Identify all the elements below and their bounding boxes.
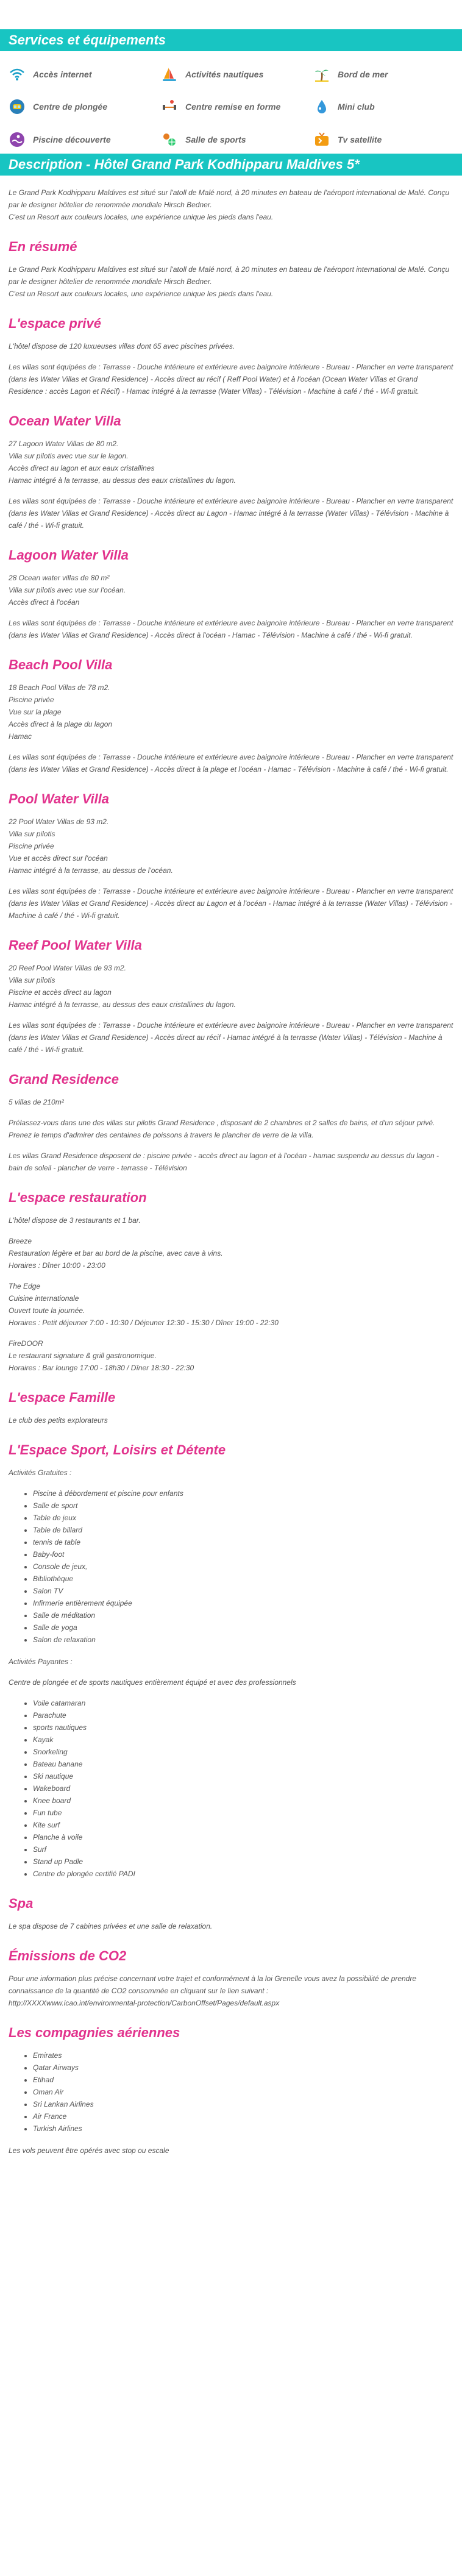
free-activity-item: • Table de billard — [33, 1524, 453, 1536]
airline-item: • Qatar Airways — [33, 2062, 453, 2074]
service-label: Centre remise en forme — [185, 102, 281, 112]
airline-item: • Emirates — [33, 2049, 453, 2062]
famille-text: Le club des petits explorateurs — [9, 1416, 108, 1425]
palm-icon — [313, 66, 330, 83]
paid-activities-label: Activités Payantes : — [9, 1657, 73, 1666]
free-activity-item: • Salle de yoga — [33, 1621, 453, 1634]
description-banner: Description - Hôtel Grand Park Kodhipparu Maldives 5* — [0, 154, 462, 176]
service-tv — [313, 127, 462, 152]
free-activity-item: • tennis de table — [33, 1536, 453, 1548]
paid-activity-item: • Parachute — [33, 1709, 453, 1721]
service-label: Salle de sports — [185, 134, 246, 144]
paid-activity-item: • Kayak — [33, 1734, 453, 1746]
services-grid — [0, 57, 462, 154]
diving-icon — [9, 98, 26, 115]
reef-text: 20 Reef Pool Water Villas de 93 m2. Villa sur pilotis Piscine et accès direct au lagon Hamac intégré à la terrasse, au dessus des eaux cristallines du lagon. — [9, 964, 236, 1009]
section-title-prive: L'espace privé — [9, 316, 101, 331]
paid-activity-item: • Voile catamaran — [33, 1697, 453, 1709]
free-activity-item: • Salon TV — [33, 1585, 453, 1597]
ocean-text: 27 Lagoon Water Villas de 80 m2. Villa sur pilotis avec vue sur le lagon. Accès direct au lagon et aux eaux cristallines Hamac intégré à la terrasse, au dessus des eaux cristallines du lagon. — [9, 439, 236, 485]
airline-item: • Etihad — [33, 2074, 453, 2086]
service-label: Mini club — [338, 102, 375, 112]
paid-activities-intro: Centre de plongée et de sports nautiques entièrement équipé et avec des professionnels — [9, 1678, 296, 1687]
service-fitness — [161, 94, 313, 119]
airline-item: • Sri Lankan Airlines — [33, 2098, 453, 2110]
free-activities-list — [9, 1487, 453, 1646]
service-label: Bord de mer — [338, 69, 388, 79]
section-title-spa: Spa — [9, 1896, 34, 1911]
free-activity-item: • Salle de sport — [33, 1500, 453, 1512]
prive-text: L'hôtel dispose de 120 luxueuses villas dont 65 avec piscines privées. — [9, 342, 235, 350]
free-activity-item: • Salon de relaxation — [33, 1634, 453, 1646]
section-title-reef: Reef Pool Water Villa — [9, 938, 142, 953]
airlines-note: Les vols peuvent être opérés avec stop ou escale — [9, 2146, 169, 2155]
restaurant-the-edge: The Edge Cuisine internationale Ouvert toute la journée. Horaires : Petit déjeuner 7:00 - 10:30 / Déjeuner 12:30 - 15:30 / Dîner 19:00 - 22:30 — [9, 1282, 279, 1327]
airline-item: • Air France — [33, 2110, 453, 2122]
section-title-resume: En résumé — [9, 239, 77, 254]
mini-club-icon — [313, 98, 330, 115]
free-activities-label: Activités Gratuites : — [9, 1468, 72, 1477]
section-title-sport: L'Espace Sport, Loisirs et Détente — [9, 1442, 226, 1457]
pool-equipments: Les villas sont équipées de : Terrasse - Douche intérieure et extérieure avec baignoire intérieure - Bureau - Plancher en verre transparent (dans les Water Villas et Grand Residence) - Accès direct au Lagon et à l'océan - Hamac intégré à la terrasse (Water Villas) - Télévision - Machine à café / thé - Wi-fi gratuit. — [9, 887, 453, 920]
section-title-lagoon: Lagoon Water Villa — [9, 547, 129, 563]
service-label: Tv satellite — [338, 134, 382, 144]
restauration-intro: L'hôtel dispose de 3 restaurants et 1 bar. — [9, 1216, 141, 1225]
beach-equipments: Les villas sont équipées de : Terrasse - Douche intérieure et extérieure avec baignoire intérieure - Bureau - Plancher en verre transparent (dans les Water Villas et Grand Residence) - Accès direct à la plage et l'océan - Hamac - Télévision - Machine à café / thé - Wi-fi gratuit. — [9, 753, 453, 774]
lagoon-equipments: Les villas sont équipées de : Terrasse - Douche intérieure et extérieure avec baignoire intérieure - Bureau - Plancher en verre transparent (dans les Water Villas et Grand Residence) - Accès direct à l'océan - Hamac - Télévision - Machine à café / thé - Wi-fi gratuit. — [9, 619, 453, 639]
free-activity-item: • Console de jeux, — [33, 1560, 453, 1573]
paid-activity-item: • Snorkeling — [33, 1746, 453, 1758]
paid-activity-item: • Bateau banane — [33, 1758, 453, 1770]
restaurant-breeze: Breeze Restauration légère et bar au bord de la piscine, avec cave à vins. Horaires : Dîner 10:00 - 23:00 — [9, 1237, 223, 1270]
paid-activity-item: • Centre de plongée certifié PADI — [33, 1868, 453, 1880]
airline-item: • Oman Air — [33, 2086, 453, 2098]
free-activity-item: • Baby-foot — [33, 1548, 453, 1560]
service-label: Accès internet — [33, 69, 92, 79]
reef-equipments: Les villas sont équipées de : Terrasse - Douche intérieure et extérieure avec baignoire intérieure - Bureau - Plancher en verre transparent (dans les Water Villas et Grand Residence) - Accès direct au récif - Hamac intégré à la terrasse (Water Villas) - Télévision - Machine à café / thé - Wi-fi gratuit. — [9, 1021, 453, 1054]
paid-activity-item: • Stand up Padle — [33, 1856, 453, 1868]
paid-activity-item: • Surf — [33, 1843, 453, 1856]
paid-activity-item: • Ski nautique — [33, 1770, 453, 1782]
fitness-icon — [161, 98, 178, 115]
service-label: Activités nautiques — [185, 69, 264, 79]
section-title-compagnies: Les compagnies aériennes — [9, 2025, 180, 2040]
service-nautique — [161, 62, 313, 87]
description-body — [0, 182, 462, 2157]
sports-hall-icon — [161, 131, 178, 148]
pool-icon — [9, 131, 26, 148]
paid-activities-list — [9, 1697, 453, 1880]
spa-text: Le spa dispose de 7 cabines privées et une salle de relaxation. — [9, 1922, 213, 1930]
residence-size: 5 villas de 210m² — [9, 1098, 64, 1106]
wifi-icon — [9, 66, 26, 83]
free-activity-item: • Piscine à débordement et piscine pour enfants — [33, 1487, 453, 1500]
paid-activity-item: • sports nautiques — [33, 1721, 453, 1734]
residence-equipments: Les villas Grand Residence disposent de : piscine privée - accès direct au lagon et à l'océan - hamac suspendu au dessus du lagon - bain de soleil - plancher de verre - terrasse - Télévision — [9, 1151, 439, 1172]
section-title-ocean: Ocean Water Villa — [9, 413, 121, 429]
paid-activity-item: • Knee board — [33, 1795, 453, 1807]
free-activity-item: • Infirmerie entièrement équipée — [33, 1597, 453, 1609]
section-title-famille: L'espace Famille — [9, 1390, 116, 1405]
tv-icon — [313, 131, 330, 148]
restaurant-firedoor: FireDOOR Le restaurant signature & grill gastronomique. Horaires : Bar lounge 17:00 - 18h30 / Dîner 18:30 - 22:30 — [9, 1339, 194, 1372]
paid-activity-item: • Planche à voile — [33, 1831, 453, 1843]
windsurf-icon — [161, 66, 178, 83]
service-label: Centre de plongée — [33, 102, 108, 112]
section-title-pool: Pool Water Villa — [9, 791, 110, 806]
services-banner: Services et équipements — [0, 29, 462, 51]
ocean-equipments: Les villas sont équipées de : Terrasse - Douche intérieure et extérieure avec baignoire intérieure - Bureau - Plancher en verre transparent (dans les Water Villas et Grand Residence) - Accès direct au Lagon - Hamac intégré à la terrasse (Water Villas) - Télévision - Machine à café / thé - Wi-fi gratuit. — [9, 497, 453, 530]
paid-activity-item: • Kite surf — [33, 1819, 453, 1831]
service-mer — [313, 62, 462, 87]
service-internet — [9, 62, 161, 87]
airline-item: • Turkish Airlines — [33, 2122, 453, 2135]
paid-activity-item: • Fun tube — [33, 1807, 453, 1819]
section-title-beach: Beach Pool Villa — [9, 657, 113, 672]
beach-text: 18 Beach Pool Villas de 78 m2. Piscine privée Vue sur la plage Accès direct à la plage du lagon Hamac — [9, 683, 113, 741]
paid-activity-item: • Wakeboard — [33, 1782, 453, 1795]
resume-text: Le Grand Park Kodhipparu Maldives est situé sur l'atoll de Malé nord, à 20 minutes en bateau de l'aéroport international de Malé. Conçu par le designer hôtelier de renommée mondiale Hirsch Bedner. C'est un Resort aux couleurs locales, une expérience unique les pieds dans l'eau. — [9, 265, 450, 298]
prive-equipments: Les villas sont équipées de : Terrasse - Douche intérieure et extérieure avec baignoire intérieure - Bureau - Plancher en verre transparent (dans les Water Villas et Grand Residence) - Accès direct au récif ( Reff Pool Water) et à l'océan (Ocean Water Villas et Grand Residence : accès Lagon et Récif) - Hamac intégré à la terrasse (Water Villas) - Télévision - Machine à café / thé - Wi-fi gratuit. — [9, 363, 453, 396]
residence-text: Prélassez-vous dans une des villas sur pilotis Grand Residence , disposant de 2 chambres et 2 salles de bains, et d'un séjour privé. Prenez le temps d'admirer des centaines de poissons à travers le plancher de verre de la villa. — [9, 1119, 435, 1139]
service-piscine — [9, 127, 161, 152]
free-activity-item: • Table de jeux — [33, 1512, 453, 1524]
service-plongee — [9, 94, 161, 119]
service-label: Piscine découverte — [33, 134, 111, 144]
lagoon-text: 28 Ocean water villas de 80 m² Villa sur pilotis avec vue sur l'océan. Accès direct à l'océan — [9, 574, 126, 607]
free-activity-item: • Salle de méditation — [33, 1609, 453, 1621]
description-intro: Le Grand Park Kodhipparu Maldives est situé sur l'atoll de Malé nord, à 20 minutes en bateau de l'aéroport international de Malé. Conçu par le designer hôtelier de renommée mondiale Hirsch Bedner. C'est un Resort aux couleurs locales, une expérience unique les pieds dans l'eau. — [9, 188, 450, 221]
section-title-co2: Émissions de CO2 — [9, 1948, 127, 1963]
airlines-list — [9, 2049, 453, 2135]
section-title-residence: Grand Residence — [9, 1072, 119, 1087]
page — [0, 29, 462, 2157]
pool-text: 22 Pool Water Villas de 93 m2. Villa sur pilotis Piscine privée Vue et accès direct sur l'océan Hamac intégré à la terrasse, au dessus de l'océan. — [9, 817, 173, 875]
service-sports — [161, 127, 313, 152]
service-miniclub — [313, 94, 462, 119]
section-title-restauration: L'espace restauration — [9, 1190, 147, 1205]
co2-text: Pour une information plus précise concernant votre trajet et conformément à la loi Grenelle vous avez la possibilité de prendre connaissance de la quantité de CO2 consommée en cliquant sur le lien suivant : http://XXXXwww.icao.int/environmental-protection/CarbonOffset/Pages/default.aspx — [9, 1974, 417, 2007]
free-activity-item: • Bibliothèque — [33, 1573, 453, 1585]
